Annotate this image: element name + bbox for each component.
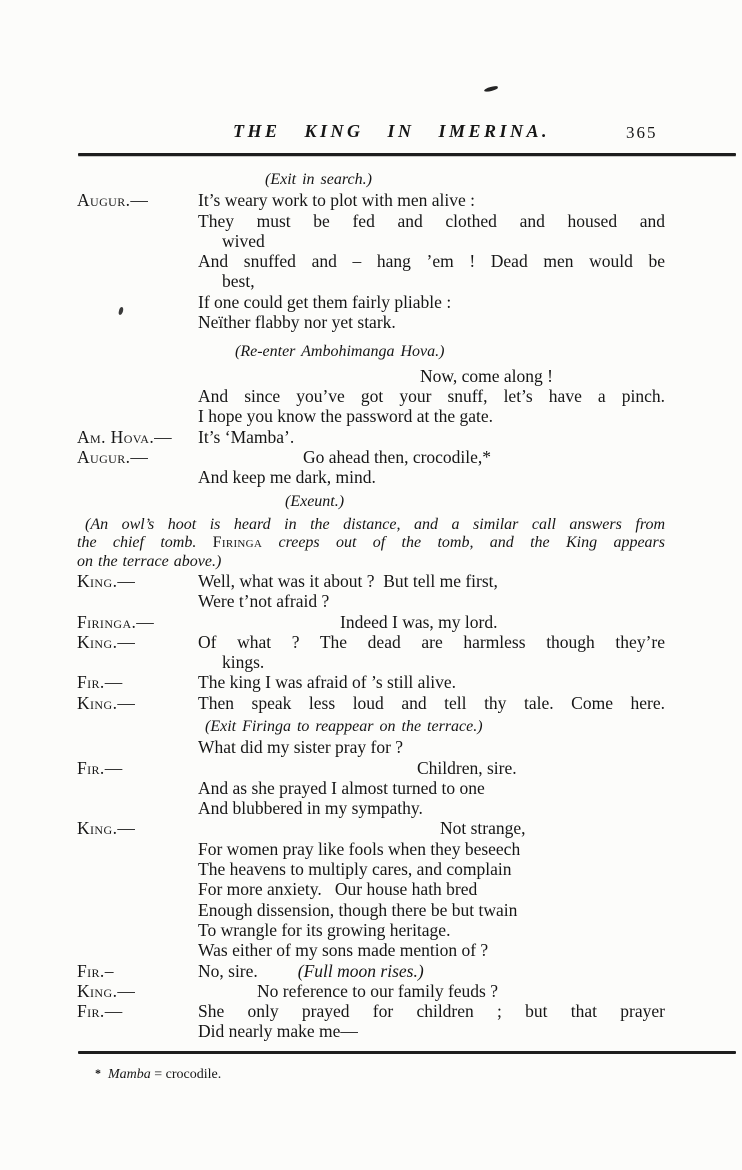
text-run: And snuffed and – hang ’em ! Dead men would be bbox=[198, 251, 665, 272]
speech-line bbox=[77, 778, 665, 798]
script-body bbox=[77, 170, 665, 1042]
text-run: on the terrace above.) bbox=[77, 552, 222, 570]
text-run: Enough dissension, though there be but twain bbox=[198, 899, 518, 920]
speaker-label: Fir.— bbox=[77, 757, 123, 778]
speech-line bbox=[77, 758, 665, 778]
text-run: She only prayed for children ; but that prayer bbox=[198, 1001, 665, 1022]
speech-line bbox=[77, 406, 665, 426]
speech-line bbox=[77, 652, 665, 672]
text-run: the chief tomb. bbox=[77, 534, 213, 552]
text-run: (An owl’s hoot is heard in the distance, and a similar call answers from bbox=[85, 515, 665, 533]
speaker-label: Firinga.— bbox=[77, 611, 155, 632]
speech-line bbox=[77, 271, 665, 291]
stage-direction-line bbox=[77, 553, 665, 571]
speech-line bbox=[77, 386, 665, 406]
stage-direction-line bbox=[77, 516, 665, 534]
text-run: If one could get them fairly pliable : bbox=[198, 291, 452, 312]
text-run: For women pray like fools when they beseech bbox=[198, 838, 521, 859]
speech-line bbox=[77, 839, 665, 859]
speaker-label: King.— bbox=[77, 570, 136, 591]
speech-line bbox=[77, 798, 665, 818]
speaker-label: Fir.— bbox=[77, 672, 123, 693]
stage-direction-line bbox=[77, 717, 665, 737]
speech-line bbox=[77, 447, 665, 467]
header-rule bbox=[78, 153, 736, 156]
speech-line bbox=[77, 920, 665, 940]
text-run: Indeed I was, my lord. bbox=[340, 611, 498, 632]
text-run: (Exeunt.) bbox=[285, 493, 345, 511]
running-title: THE KING IN IMERINA. bbox=[233, 121, 551, 141]
footnote bbox=[95, 1066, 221, 1083]
text-run: And blubbered in my sympathy. bbox=[198, 798, 423, 819]
text-run: Now, come along ! bbox=[420, 365, 553, 386]
text-run: It’s weary work to plot with men alive : bbox=[198, 190, 476, 211]
speech-line bbox=[77, 366, 665, 386]
speech-line bbox=[77, 961, 665, 981]
text-run: Of what ? The dead are harmless though they’re bbox=[198, 631, 665, 652]
speech-line bbox=[77, 211, 665, 231]
text-run: Were t’not afraid ? bbox=[198, 591, 330, 612]
speaker-label: Fir.— bbox=[77, 1001, 123, 1022]
text-run: (Exit in search.) bbox=[265, 171, 372, 188]
footnote-rule bbox=[78, 1051, 736, 1054]
text-run: (Re-enter Ambohimanga Hova.) bbox=[235, 343, 445, 361]
speech-line bbox=[77, 859, 665, 879]
footnote-definition: = crocodile. bbox=[150, 1067, 222, 1082]
speech-line bbox=[77, 981, 665, 1001]
text-run: What did my sister pray for ? bbox=[198, 737, 404, 758]
text-run: They must be fed and clothed and housed and bbox=[198, 210, 665, 231]
speech-line bbox=[77, 737, 665, 757]
text-run: The king I was afraid of ’s still alive. bbox=[198, 672, 457, 693]
text-run: Well, what was it about ? But tell me first, bbox=[198, 570, 498, 591]
stage-direction-line bbox=[77, 492, 665, 512]
speaker-label: King.— bbox=[77, 818, 136, 839]
speech-line bbox=[77, 879, 665, 899]
text-run: Was either of my sons made mention of ? bbox=[198, 940, 489, 961]
speech-line bbox=[77, 292, 665, 312]
text-run: And as she prayed I almost turned to one bbox=[198, 777, 485, 798]
speech-line bbox=[77, 672, 665, 692]
text-run: And since you’ve got your snuff, let’s have a pinch. bbox=[198, 385, 665, 406]
stage-direction-line bbox=[77, 170, 665, 190]
text-run: Children, sire. bbox=[417, 757, 517, 778]
speaker-label: King.— bbox=[77, 692, 136, 713]
footnote-marker: * bbox=[95, 1066, 101, 1080]
speech-line bbox=[77, 467, 665, 487]
speech-line bbox=[77, 231, 665, 251]
text-run: best, bbox=[222, 271, 255, 292]
text-run: The heavens to multiply cares, and complain bbox=[198, 859, 512, 880]
text-run: (Full moon rises.) bbox=[297, 960, 424, 981]
text-run: Firinga bbox=[212, 534, 263, 552]
text-run: Not strange, bbox=[440, 818, 526, 839]
text-run: Neïther flabby nor yet stark. bbox=[198, 312, 396, 333]
text-run: I hope you know the password at the gate. bbox=[198, 406, 493, 427]
text-run: creeps out of the tomb, and the King appears bbox=[262, 534, 665, 552]
speech-line bbox=[77, 312, 665, 332]
speech-line bbox=[77, 427, 665, 447]
text-run: It’s ‘Mamba’. bbox=[198, 426, 295, 447]
text-run: Did nearly make me— bbox=[198, 1021, 358, 1042]
ink-speck bbox=[484, 85, 499, 92]
page-number: 365 bbox=[626, 123, 658, 142]
speech-line bbox=[77, 632, 665, 652]
speech-line bbox=[77, 693, 665, 713]
text-run: No reference to our family feuds ? bbox=[257, 980, 499, 1001]
speech-line bbox=[77, 251, 665, 271]
text-run: For more anxiety. Our house hath bred bbox=[198, 879, 478, 900]
stage-direction-line bbox=[77, 342, 665, 362]
speaker-label: Augur.— bbox=[77, 190, 149, 211]
stage-direction-line bbox=[77, 534, 665, 552]
speech-line bbox=[77, 1001, 665, 1021]
speaker-label: Fir.– bbox=[77, 960, 114, 981]
speech-line bbox=[77, 190, 665, 210]
text-run: To wrangle for its growing heritage. bbox=[198, 919, 451, 940]
text-run: (Exit Firinga to reappear on the terrace.) bbox=[205, 718, 483, 735]
speaker-label: Am. Hova.— bbox=[77, 426, 173, 447]
speech-line bbox=[77, 1021, 665, 1041]
text-run: wived bbox=[222, 230, 265, 251]
speech-line bbox=[77, 900, 665, 920]
text-run: No, sire. bbox=[198, 960, 258, 981]
text-run: And keep me dark, mind. bbox=[198, 467, 376, 488]
text-run: Then speak less loud and tell thy tale. Come here. bbox=[198, 692, 665, 713]
speech-line bbox=[77, 571, 665, 591]
text-run: kings. bbox=[222, 652, 265, 673]
speech-line bbox=[77, 612, 665, 632]
footnote-term: Mamba bbox=[108, 1067, 151, 1082]
speaker-label: King.— bbox=[77, 980, 136, 1001]
speech-line bbox=[77, 940, 665, 960]
speech-line bbox=[77, 818, 665, 838]
speaker-label: Augur.— bbox=[77, 446, 149, 467]
speaker-label: King.— bbox=[77, 631, 136, 652]
text-run: Go ahead then, crocodile,* bbox=[303, 446, 492, 467]
speech-line bbox=[77, 591, 665, 611]
